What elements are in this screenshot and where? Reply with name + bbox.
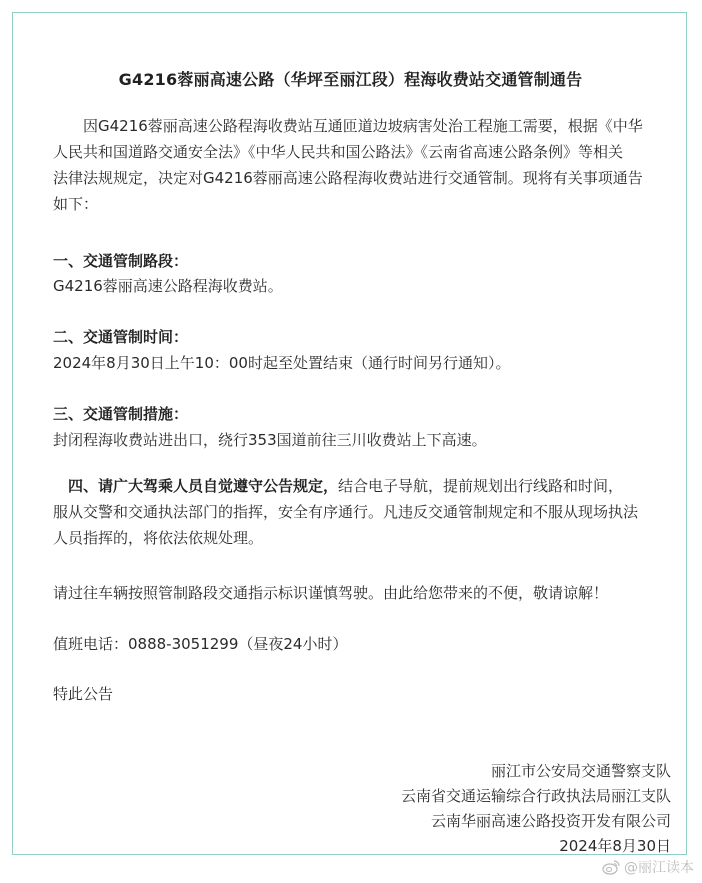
intro-line: 人民共和国道路交通安全法》《中华人民共和国公路法》《云南省高速公路条例》等相关 (53, 143, 624, 161)
section3-text: 封闭程海收费站进出口，绕行353国道前往三川收费站上下高速。 (53, 431, 487, 449)
intro-line: 因G4216蓉丽高速公路程海收费站互通匝道边坡病害处治工程施工需要，根据《中华 (83, 117, 643, 135)
section3-heading: 三、交通管制措施： (53, 405, 189, 423)
section4-line1-rest: 结合电子导航，提前规划出行线路和时间， (338, 477, 624, 495)
section4-paragraph (53, 473, 653, 551)
section2-heading: 二、交通管制时间： (53, 328, 189, 346)
weibo-icon (602, 859, 620, 875)
intro-paragraph (53, 113, 653, 217)
section1-heading: 一、交通管制路段： (53, 252, 189, 270)
watermark (602, 857, 694, 877)
notice-date: 2024年8月30日 (559, 837, 671, 855)
apology-note: 请过往车辆按照管制路段交通指示标识谨慎驾驶。由此给您带来的不便，敬请谅解！ (53, 584, 609, 602)
watermark-text: @丽江读本 (624, 860, 694, 876)
notice-frame (12, 12, 687, 855)
closing-text: 特此公告 (53, 685, 114, 703)
section4-lead: 四、请广大驾乘人员自觉遵守公告规定， (68, 477, 339, 495)
section4-line3: 人员指挥的，将依法依规处理。 (53, 529, 264, 547)
section2-text: 2024年8月30日上午10：00时起至处置结束（通行时间另行通知）。 (53, 354, 511, 372)
signatory-transport-enforcement: 云南省交通运输综合行政执法局丽江支队 (400, 787, 671, 805)
duty-phone: 值班电话：0888-3051299（昼夜24小时） (53, 635, 348, 653)
signatory-company: 云南华丽高速公路投资开发有限公司 (430, 812, 671, 830)
signatory-traffic-police: 丽江市公安局交通警察支队 (490, 762, 671, 780)
section1-text: G4216蓉丽高速公路程海收费站。 (53, 277, 283, 295)
section4-line1 (53, 473, 653, 499)
intro-line: 法律法规规定，决定对G4216蓉丽高速公路程海收费站进行交通管制。现将有关事项通告 (53, 169, 643, 187)
section4-line2: 服从交警和交通执法部门的指挥，安全有序通行。凡违反交通管制规定和不服从现场执法 (53, 503, 639, 521)
notice-title: G4216蓉丽高速公路（华坪至丽江段）程海收费站交通管制通告 (118, 70, 583, 89)
intro-line: 如下： (53, 195, 99, 213)
